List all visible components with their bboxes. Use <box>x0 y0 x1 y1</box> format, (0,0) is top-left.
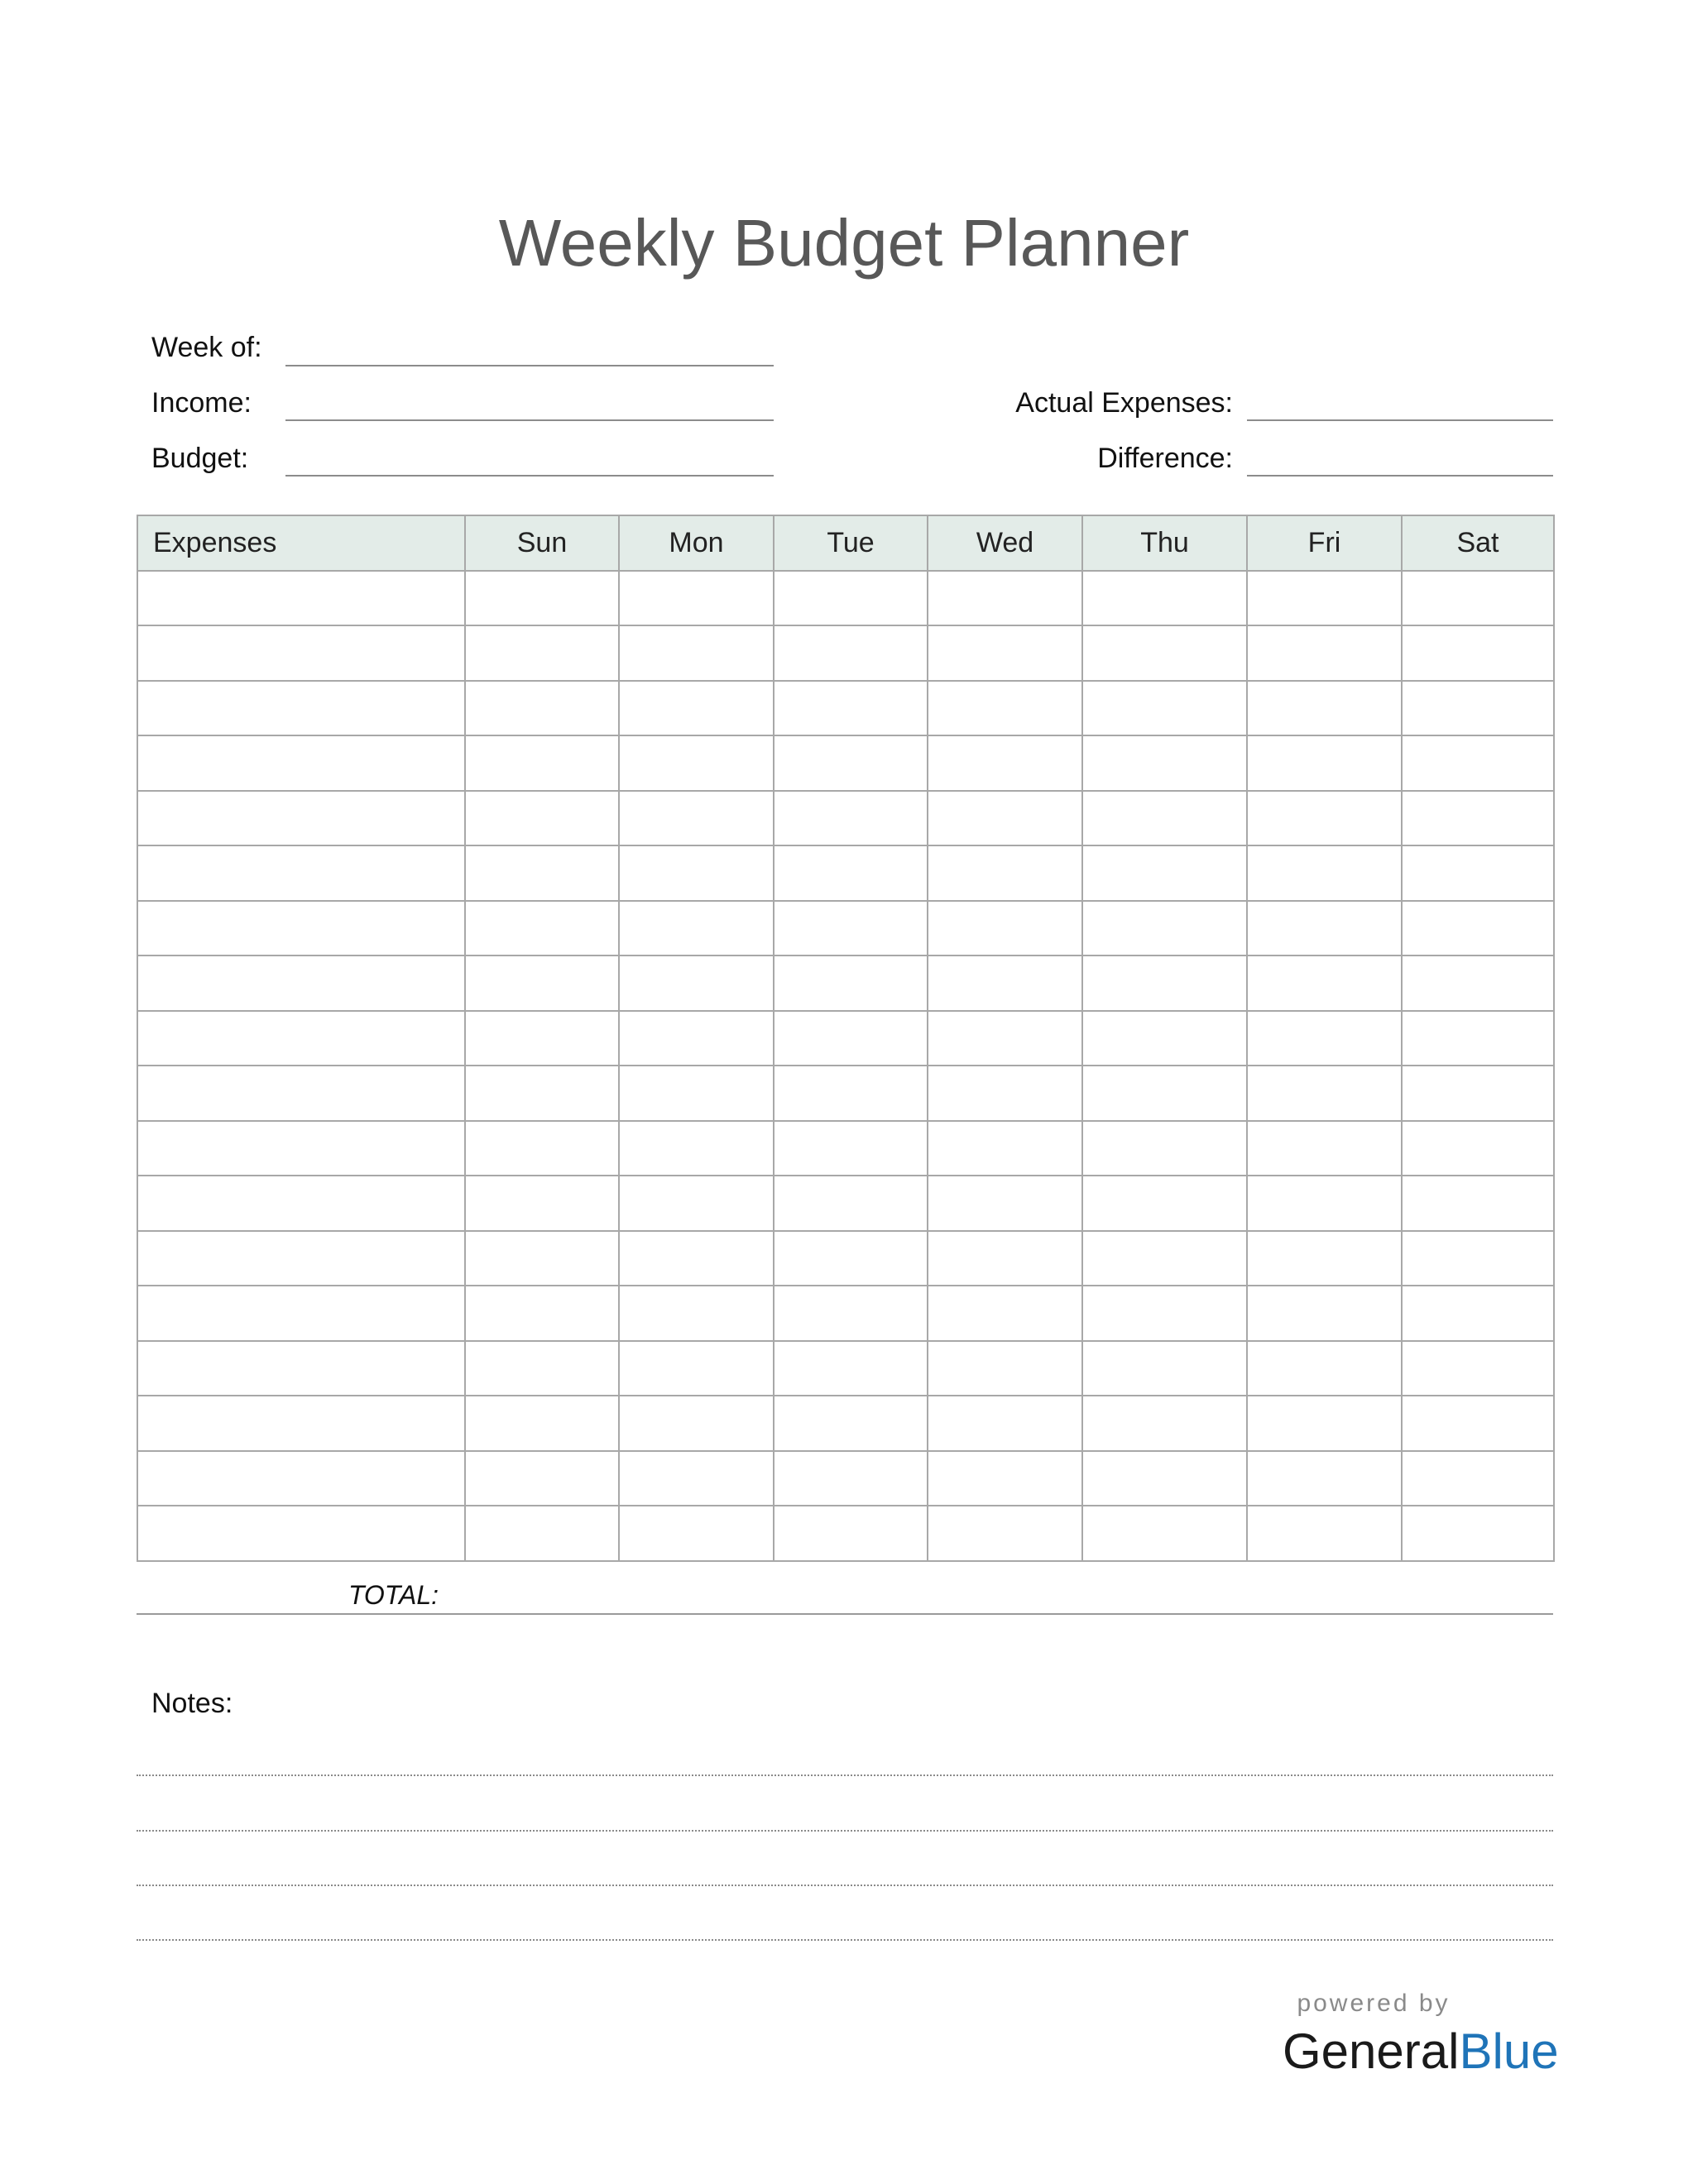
amount-cell-mon[interactable] <box>619 1396 774 1451</box>
amount-cell-sat[interactable] <box>1402 735 1554 791</box>
amount-cell-thu[interactable] <box>1082 956 1247 1011</box>
difference-label: Difference: <box>1097 443 1233 474</box>
amount-cell-fri[interactable] <box>1247 845 1402 901</box>
amount-cell-wed[interactable] <box>928 791 1082 846</box>
amount-cell-thu[interactable] <box>1082 1011 1247 1066</box>
amount-cell-tue[interactable] <box>774 1506 928 1561</box>
amount-cell-mon[interactable] <box>619 1506 774 1561</box>
powered-by-text: powered by <box>1297 1990 1451 2017</box>
notes-line[interactable] <box>137 1939 1553 1941</box>
amount-cell-fri[interactable] <box>1247 625 1402 681</box>
expense-name-cell[interactable] <box>137 1011 465 1066</box>
amount-cell-sat[interactable] <box>1402 1011 1554 1066</box>
expense-name-cell[interactable] <box>137 1121 465 1176</box>
amount-cell-sat[interactable] <box>1402 956 1554 1011</box>
actual-expenses-label: Actual Expenses: <box>1015 387 1233 419</box>
amount-cell-wed[interactable] <box>928 1121 1082 1176</box>
amount-cell-tue[interactable] <box>774 1396 928 1451</box>
amount-cell-sat[interactable] <box>1402 1231 1554 1286</box>
table-row <box>137 956 1554 1011</box>
amount-cell-tue[interactable] <box>774 845 928 901</box>
budget-label: Budget: <box>151 443 249 474</box>
amount-cell-tue[interactable] <box>774 735 928 791</box>
table-row <box>137 735 1554 791</box>
page-title: Weekly Budget Planner <box>498 206 1190 280</box>
amount-cell-thu[interactable] <box>1082 791 1247 846</box>
expense-name-cell[interactable] <box>137 956 465 1011</box>
table-row <box>137 1451 1554 1506</box>
amount-cell-sat[interactable] <box>1402 681 1554 736</box>
week-of-label: Week of: <box>151 332 262 363</box>
expense-name-cell[interactable] <box>137 571 465 626</box>
notes-line[interactable] <box>137 1885 1553 1886</box>
amount-cell-sun[interactable] <box>465 681 619 736</box>
expense-name-cell[interactable] <box>137 1506 465 1561</box>
table-row <box>137 625 1554 681</box>
table-row <box>137 571 1554 626</box>
amount-cell-tue[interactable] <box>774 681 928 736</box>
amount-cell-tue[interactable] <box>774 1341 928 1396</box>
table-row <box>137 1286 1554 1341</box>
amount-cell-sun[interactable] <box>465 956 619 1011</box>
table-row <box>137 1506 1554 1561</box>
amount-cell-mon[interactable] <box>619 1286 774 1341</box>
amount-cell-sat[interactable] <box>1402 1451 1554 1506</box>
expense-name-cell[interactable] <box>137 625 465 681</box>
table-row <box>137 791 1554 846</box>
amount-cell-mon[interactable] <box>619 1121 774 1176</box>
amount-cell-thu[interactable] <box>1082 1286 1247 1341</box>
amount-cell-tue[interactable] <box>774 956 928 1011</box>
amount-cell-mon[interactable] <box>619 625 774 681</box>
header-mon: Mon <box>619 515 774 571</box>
budget-field[interactable] <box>285 475 774 477</box>
amount-cell-fri[interactable] <box>1247 1451 1402 1506</box>
amount-cell-wed[interactable] <box>928 625 1082 681</box>
amount-cell-sun[interactable] <box>465 1231 619 1286</box>
amount-cell-sat[interactable] <box>1402 845 1554 901</box>
amount-cell-fri[interactable] <box>1247 1231 1402 1286</box>
header-tue: Tue <box>774 515 928 571</box>
amount-cell-wed[interactable] <box>928 1341 1082 1396</box>
amount-cell-sat[interactable] <box>1402 1506 1554 1561</box>
amount-cell-sun[interactable] <box>465 1286 619 1341</box>
amount-cell-thu[interactable] <box>1082 1231 1247 1286</box>
amount-cell-sun[interactable] <box>465 845 619 901</box>
amount-cell-wed[interactable] <box>928 845 1082 901</box>
expense-name-cell[interactable] <box>137 1396 465 1451</box>
expense-name-cell[interactable] <box>137 1231 465 1286</box>
amount-cell-fri[interactable] <box>1247 901 1402 956</box>
amount-cell-mon[interactable] <box>619 845 774 901</box>
amount-cell-sun[interactable] <box>465 1011 619 1066</box>
expense-name-cell[interactable] <box>137 845 465 901</box>
amount-cell-sun[interactable] <box>465 571 619 626</box>
amount-cell-fri[interactable] <box>1247 1396 1402 1451</box>
table-row <box>137 1176 1554 1231</box>
table-row <box>137 1011 1554 1066</box>
amount-cell-sun[interactable] <box>465 735 619 791</box>
amount-cell-sun[interactable] <box>465 791 619 846</box>
amount-cell-fri[interactable] <box>1247 1011 1402 1066</box>
amount-cell-thu[interactable] <box>1082 1121 1247 1176</box>
amount-cell-mon[interactable] <box>619 681 774 736</box>
brand-name-part2: Blue <box>1459 2024 1559 2079</box>
table-row <box>137 845 1554 901</box>
amount-cell-sun[interactable] <box>465 901 619 956</box>
amount-cell-sun[interactable] <box>465 625 619 681</box>
amount-cell-fri[interactable] <box>1247 1341 1402 1396</box>
amount-cell-wed[interactable] <box>928 681 1082 736</box>
amount-cell-wed[interactable] <box>928 901 1082 956</box>
amount-cell-sat[interactable] <box>1402 1341 1554 1396</box>
amount-cell-wed[interactable] <box>928 1286 1082 1341</box>
header-expenses: Expenses <box>137 515 465 571</box>
amount-cell-sat[interactable] <box>1402 901 1554 956</box>
header-fri: Fri <box>1247 515 1402 571</box>
amount-cell-thu[interactable] <box>1082 1341 1247 1396</box>
difference-field[interactable] <box>1247 475 1553 477</box>
amount-cell-sun[interactable] <box>465 1396 619 1451</box>
amount-cell-tue[interactable] <box>774 1451 928 1506</box>
income-field[interactable] <box>285 419 774 421</box>
expense-name-cell[interactable] <box>137 735 465 791</box>
expense-name-cell[interactable] <box>137 791 465 846</box>
amount-cell-fri[interactable] <box>1247 1121 1402 1176</box>
amount-cell-thu[interactable] <box>1082 625 1247 681</box>
amount-cell-wed[interactable] <box>928 1011 1082 1066</box>
expense-name-cell[interactable] <box>137 1341 465 1396</box>
amount-cell-wed[interactable] <box>928 1506 1082 1561</box>
amount-cell-mon[interactable] <box>619 1176 774 1231</box>
total-label: TOTAL: <box>348 1580 439 1610</box>
amount-cell-tue[interactable] <box>774 625 928 681</box>
amount-cell-thu[interactable] <box>1082 681 1247 736</box>
amount-cell-mon[interactable] <box>619 1341 774 1396</box>
amount-cell-tue[interactable] <box>774 791 928 846</box>
table-row <box>137 681 1554 736</box>
amount-cell-tue[interactable] <box>774 1011 928 1066</box>
expense-name-cell[interactable] <box>137 1066 465 1121</box>
notes-label: Notes: <box>151 1688 233 1719</box>
amount-cell-sat[interactable] <box>1402 1066 1554 1121</box>
actual-expenses-field[interactable] <box>1247 419 1553 421</box>
amount-cell-tue[interactable] <box>774 1066 928 1121</box>
amount-cell-wed[interactable] <box>928 1396 1082 1451</box>
amount-cell-sun[interactable] <box>465 1341 619 1396</box>
amount-cell-fri[interactable] <box>1247 956 1402 1011</box>
amount-cell-fri[interactable] <box>1247 735 1402 791</box>
amount-cell-mon[interactable] <box>619 571 774 626</box>
amount-cell-mon[interactable] <box>619 901 774 956</box>
amount-cell-thu[interactable] <box>1082 735 1247 791</box>
header-sun: Sun <box>465 515 619 571</box>
amount-cell-wed[interactable] <box>928 735 1082 791</box>
amount-cell-tue[interactable] <box>774 1231 928 1286</box>
amount-cell-thu[interactable] <box>1082 1066 1247 1121</box>
header-sat: Sat <box>1402 515 1554 571</box>
amount-cell-sat[interactable] <box>1402 625 1554 681</box>
amount-cell-wed[interactable] <box>928 1451 1082 1506</box>
table-row <box>137 1396 1554 1451</box>
notes-line[interactable] <box>137 1774 1553 1776</box>
amount-cell-wed[interactable] <box>928 956 1082 1011</box>
amount-cell-tue[interactable] <box>774 1121 928 1176</box>
amount-cell-fri[interactable] <box>1247 681 1402 736</box>
amount-cell-wed[interactable] <box>928 1176 1082 1231</box>
table-row <box>137 901 1554 956</box>
amount-cell-wed[interactable] <box>928 1231 1082 1286</box>
amount-cell-thu[interactable] <box>1082 1506 1247 1561</box>
amount-cell-mon[interactable] <box>619 1231 774 1286</box>
amount-cell-tue[interactable] <box>774 901 928 956</box>
expense-name-cell[interactable] <box>137 681 465 736</box>
amount-cell-fri[interactable] <box>1247 791 1402 846</box>
amount-cell-mon[interactable] <box>619 1451 774 1506</box>
expense-name-cell[interactable] <box>137 1176 465 1231</box>
amount-cell-wed[interactable] <box>928 1066 1082 1121</box>
amount-cell-sun[interactable] <box>465 1121 619 1176</box>
amount-cell-mon[interactable] <box>619 1066 774 1121</box>
amount-cell-tue[interactable] <box>774 1286 928 1341</box>
amount-cell-fri[interactable] <box>1247 1286 1402 1341</box>
amount-cell-sat[interactable] <box>1402 1396 1554 1451</box>
amount-cell-thu[interactable] <box>1082 571 1247 626</box>
amount-cell-thu[interactable] <box>1082 1451 1247 1506</box>
amount-cell-sun[interactable] <box>465 1451 619 1506</box>
table-header-row <box>137 515 1554 571</box>
amount-cell-wed[interactable] <box>928 571 1082 626</box>
table-row <box>137 1121 1554 1176</box>
amount-cell-fri[interactable] <box>1247 1176 1402 1231</box>
brand-logo <box>1283 2019 1559 2085</box>
amount-cell-sat[interactable] <box>1402 571 1554 626</box>
brand-name-part1: General <box>1283 2024 1460 2079</box>
amount-cell-tue[interactable] <box>774 1176 928 1231</box>
amount-cell-fri[interactable] <box>1247 1506 1402 1561</box>
amount-cell-thu[interactable] <box>1082 1176 1247 1231</box>
notes-line[interactable] <box>137 1830 1553 1832</box>
amount-cell-sun[interactable] <box>465 1176 619 1231</box>
amount-cell-tue[interactable] <box>774 571 928 626</box>
header-wed: Wed <box>928 515 1082 571</box>
amount-cell-mon[interactable] <box>619 735 774 791</box>
expense-name-cell[interactable] <box>137 1286 465 1341</box>
amount-cell-sat[interactable] <box>1402 1121 1554 1176</box>
amount-cell-thu[interactable] <box>1082 901 1247 956</box>
amount-cell-sat[interactable] <box>1402 1286 1554 1341</box>
amount-cell-sat[interactable] <box>1402 791 1554 846</box>
amount-cell-sat[interactable] <box>1402 1176 1554 1231</box>
amount-cell-mon[interactable] <box>619 1011 774 1066</box>
week-of-field[interactable] <box>285 365 774 366</box>
amount-cell-fri[interactable] <box>1247 571 1402 626</box>
amount-cell-sun[interactable] <box>465 1066 619 1121</box>
table-row <box>137 1231 1554 1286</box>
amount-cell-thu[interactable] <box>1082 1396 1247 1451</box>
amount-cell-fri[interactable] <box>1247 1066 1402 1121</box>
table-row <box>137 1066 1554 1121</box>
income-label: Income: <box>151 387 252 419</box>
amount-cell-mon[interactable] <box>619 956 774 1011</box>
expense-name-cell[interactable] <box>137 1451 465 1506</box>
amount-cell-thu[interactable] <box>1082 845 1247 901</box>
header-thu: Thu <box>1082 515 1247 571</box>
table-row <box>137 1341 1554 1396</box>
total-row-line[interactable] <box>137 1613 1553 1615</box>
expense-name-cell[interactable] <box>137 901 465 956</box>
amount-cell-mon[interactable] <box>619 791 774 846</box>
amount-cell-sun[interactable] <box>465 1506 619 1561</box>
table-body <box>137 571 1554 1561</box>
expense-table <box>137 515 1555 1562</box>
